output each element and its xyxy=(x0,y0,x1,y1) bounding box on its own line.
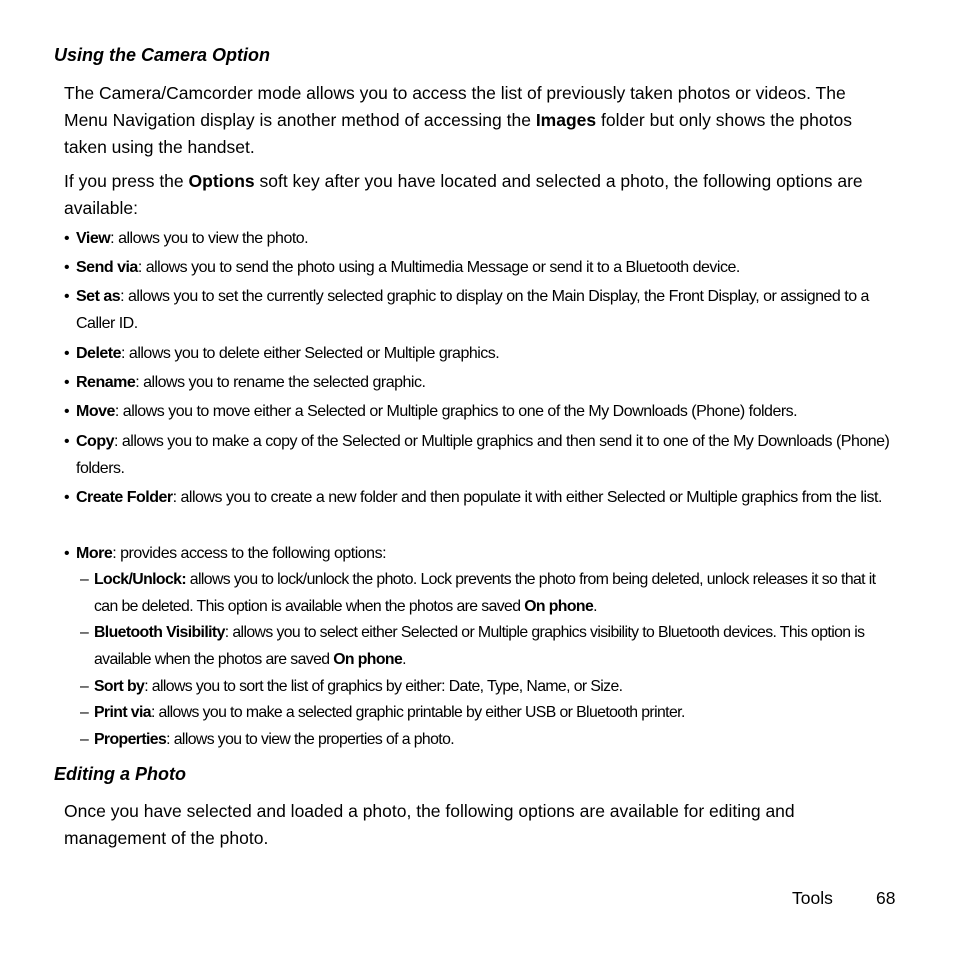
option-description: : allows you to create a new folder and then populate it with either Selected or Multiple graphics from the list. xyxy=(172,489,882,506)
option-description: : allows you to view the photo. xyxy=(110,230,309,247)
option-term: Rename xyxy=(76,374,136,391)
list-item xyxy=(64,283,900,337)
options-text-start: If you press the xyxy=(64,171,189,191)
bullet: • xyxy=(64,345,70,362)
bullet: • xyxy=(64,489,70,506)
dash: – xyxy=(80,704,89,721)
sub-option-term: Print via xyxy=(94,704,151,721)
options-paragraph xyxy=(64,168,894,222)
option-description: : provides access to the following options: xyxy=(112,545,387,562)
sub-list-item xyxy=(80,699,900,726)
sub-list-item xyxy=(80,566,900,620)
intro-paragraph xyxy=(64,80,894,161)
page-number: 68 xyxy=(876,888,896,908)
footer-section-label: Tools xyxy=(792,888,833,908)
list-item xyxy=(64,540,900,567)
sub-option-description: : allows you to view the properties of a photo. xyxy=(166,731,455,748)
bullet: • xyxy=(64,545,70,562)
sub-option-term: Bluetooth Visibility xyxy=(94,624,225,641)
options-term: Options xyxy=(188,171,255,191)
sentence-end: . xyxy=(593,598,597,615)
sentence-end: . xyxy=(402,651,406,668)
bullet: • xyxy=(64,433,70,450)
section-heading-camera-option: Using the Camera Option xyxy=(54,45,271,65)
intro-text-end: folder but only shows the photos taken using the handset. xyxy=(64,110,852,157)
list-item xyxy=(64,398,900,425)
dash: – xyxy=(80,678,89,695)
sub-option-description: : allows you to select either Selected or Multiple graphics visibility to Bluetooth devices. This option is available when the photos are saved xyxy=(94,624,865,668)
bullet: • xyxy=(64,403,70,420)
sub-list-item xyxy=(80,673,900,700)
sub-option-term: Lock/Unlock: xyxy=(94,571,186,588)
editing-paragraph: Once you have selected and loaded a photo, the following options are available for editing and management of the photo. xyxy=(64,801,795,848)
bullet: • xyxy=(64,374,70,391)
list-item xyxy=(64,225,900,252)
option-description: : allows you to rename the selected graphic. xyxy=(135,374,426,391)
sub-list-item xyxy=(80,619,900,673)
option-term: Move xyxy=(76,403,115,420)
option-term: Create Folder xyxy=(76,489,173,506)
option-description: : allows you to move either a Selected or Multiple graphics to one of the My Downloads (Phone) folders. xyxy=(114,403,798,420)
list-item xyxy=(64,484,900,511)
option-term: Delete xyxy=(76,345,122,362)
option-description: : allows you to delete either Selected or Multiple graphics. xyxy=(121,345,500,362)
list-item xyxy=(64,340,900,367)
option-description: : allows you to make a copy of the Selected or Multiple graphics and then send it to one of the My Downloads (Phone) folders. xyxy=(76,433,890,477)
options-text-end: soft key after you have located and selected a photo, the following options are available: xyxy=(64,171,863,218)
bullet: • xyxy=(64,259,70,276)
dash: – xyxy=(80,624,89,641)
option-description: : allows you to set the currently selected graphic to display on the Main Display, the Front Display, or assigned to a Caller ID. xyxy=(76,288,869,332)
on-phone-term: On phone xyxy=(333,651,403,668)
option-term: View xyxy=(76,230,111,247)
sub-option-description: : allows you to make a selected graphic printable by either USB or Bluetooth printer. xyxy=(150,704,685,721)
dash: – xyxy=(80,731,89,748)
option-term: Set as xyxy=(76,288,121,305)
option-term: Send via xyxy=(76,259,138,276)
sub-option-term: Properties xyxy=(94,731,167,748)
images-term: Images xyxy=(535,110,597,130)
list-item xyxy=(64,369,900,396)
sub-option-description: allows you to lock/unlock the photo. Lock prevents the photo from being deleted, unlock releases it so that it can be deleted. This option is available when the photos are saved xyxy=(94,571,876,615)
list-item xyxy=(64,254,900,281)
sub-list-item xyxy=(80,726,900,753)
intro-text-start: The Camera/Camcorder mode allows you to access the list of previously taken photos or videos. The Menu Navigation display is another method of accessing the xyxy=(64,83,846,130)
bullet: • xyxy=(64,230,70,247)
sub-option-description: : allows you to sort the list of graphics by either: Date, Type, Name, or Size. xyxy=(144,678,623,695)
bullet: • xyxy=(64,288,70,305)
dash: – xyxy=(80,571,89,588)
option-term: Copy xyxy=(76,433,114,450)
option-term: More xyxy=(76,545,113,562)
list-item xyxy=(64,428,900,482)
option-description: : allows you to send the photo using a Multimedia Message or send it to a Bluetooth device. xyxy=(137,259,740,276)
on-phone-term: On phone xyxy=(524,598,594,615)
sub-option-term: Sort by xyxy=(94,678,145,695)
section-heading-editing-photo: Editing a Photo xyxy=(54,764,186,784)
